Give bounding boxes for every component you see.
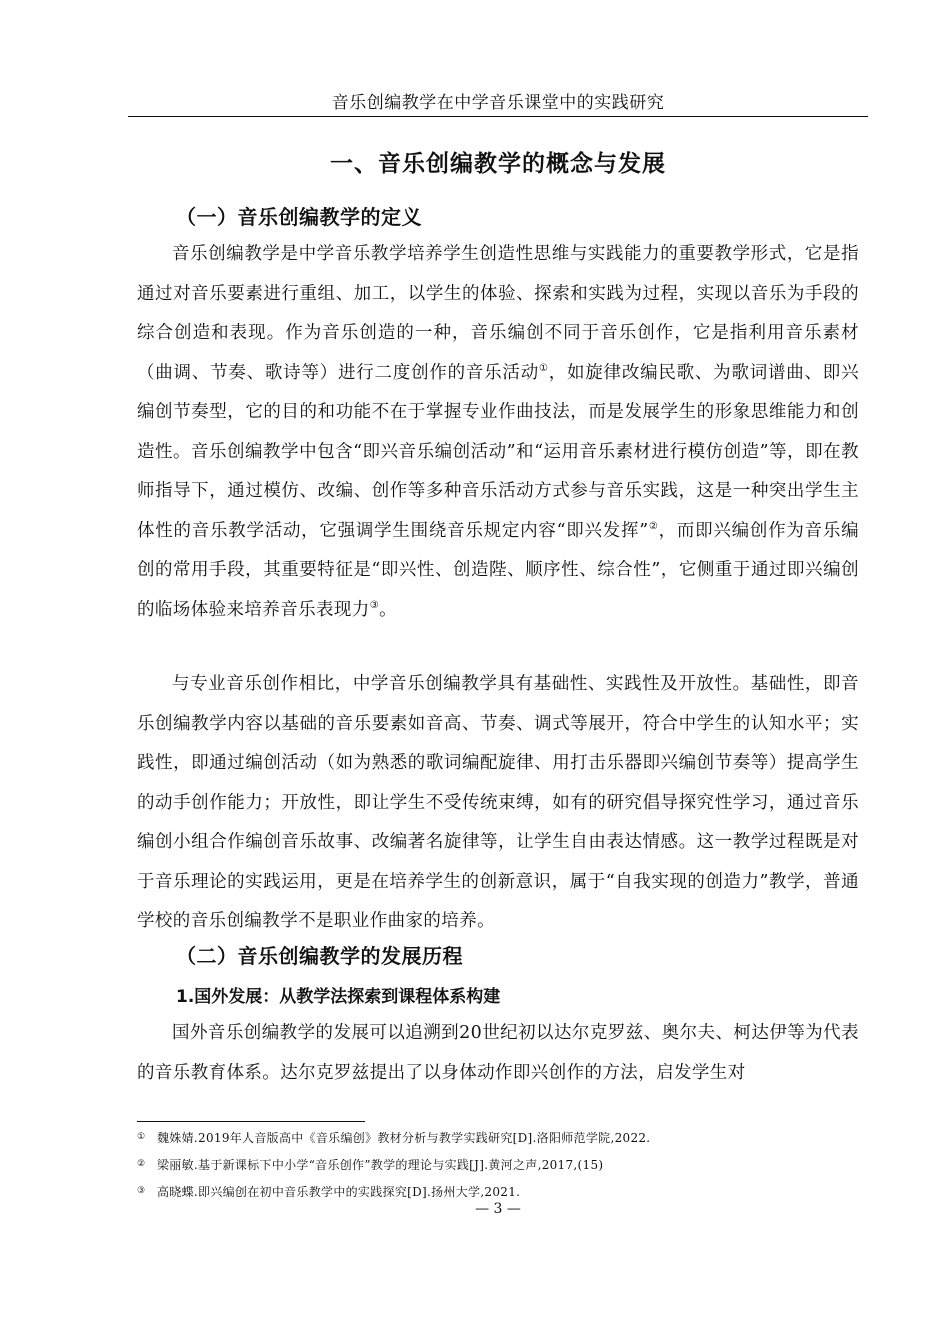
footnote-mark: ① xyxy=(137,1132,146,1142)
paragraph-foreign: 国外音乐创编教学的发展可以追溯到20世纪初以达尔克罗兹、奥尔夫、柯达伊等为代表的音乐教育体系。达尔克罗兹提出了以身体动作即兴创作的方法，启发学生对 xyxy=(137,1023,859,1083)
footnote-ref-3: ③ xyxy=(369,599,380,611)
running-header: 音乐创编教学在中学音乐课堂中的实践研究 xyxy=(331,93,665,113)
footnote-ref-2: ② xyxy=(648,520,659,532)
paragraph-text: 音乐创编教学是中学音乐教学培养学生创造性思维与实践能力的重要教学形式，它是指通过对音乐要素进行重组、加工，以学生的体验、探索和实践为过程，实现以音乐为手段的综合创造和表现。作为音乐创造的一种，音乐编创不同于音乐创作，它是指利用音乐素材（曲调、节奏、歌诗等）进行二度创作的音乐活动 xyxy=(137,244,859,383)
footnote-mark: ② xyxy=(137,1159,146,1169)
footnote-text: 高晓蝶.即兴编创在初中音乐教学中的实践探究[D].扬州大学,2021. xyxy=(157,1185,521,1199)
paragraph-text: 。 xyxy=(379,599,397,620)
header-rule xyxy=(128,116,868,117)
footnote-3 xyxy=(137,1182,859,1201)
paragraph-comparison: 与专业音乐创作相比，中学音乐创编教学具有基础性、实践性及开放性。基础性，即音乐创编教学内容以基础的音乐要素如音高、节奏、调式等展开，符合中学生的认知水平；实践性，即通过编创活动（如为熟悉的歌词编配旋律、用打击乐器即兴编创节奏等）提高学生的动手创作能力；开放性，即让学生不受传统束缚，如有的研究倡导探究性学习，通过音乐编创小组合作编创音乐故事、改编著名旋律等，让学生自由表达情感。这一教学过程既是对于音乐理论的实践运用，更是在培养学生的创新意识，属于“自我实现的创造力”教学，普通学校的音乐创编教学不是职业作曲家的培养。 xyxy=(137,674,859,931)
footnote-mark: ③ xyxy=(137,1186,146,1196)
footnote-text: 梁丽敏.基于新课标下中小学“音乐创作”教学的理论与实践[J].黄河之声,2017,(15) xyxy=(157,1158,604,1172)
footnote-text: 魏姝婧.2019年人音版高中《音乐编创》教材分析与教学实践研究[D].洛阳师范学院,2022. xyxy=(157,1131,651,1145)
footnote-1 xyxy=(137,1128,859,1147)
paragraph-text: ，而即兴编创作为音乐编创的常用手段，其重要特征是“即兴性、创造陛、顺序性、综合性”，它侧重于通过即兴编创的临场体验来培养音乐表现力 xyxy=(137,520,859,620)
page-number: — 3 — xyxy=(475,1201,521,1217)
chapter-title: 一、音乐创编教学的概念与发展 xyxy=(330,151,666,177)
paragraph-definition xyxy=(137,235,859,630)
section-title-history: （二）音乐创编教学的发展历程 xyxy=(176,944,463,968)
footnote-2 xyxy=(137,1155,859,1174)
paragraph-text: ，如旋律改编民歌、为歌词谱曲、即兴编创节奏型，它的目的和功能不在于掌握专业作曲技法，而是发展学生的形象思维能力和创造性。音乐创编教学中包含“即兴音乐编创活动”和“运用音乐素材进行模仿创造”等，即在教师指导下，通过模仿、改编、创作等多种音乐活动方式参与音乐实践，这是一种突出学生主体性的音乐教学活动，它强调学生围绕音乐规定内容“即兴发挥” xyxy=(137,362,859,541)
section-title-definition: （一）音乐创编教学的定义 xyxy=(176,205,422,229)
footnote-ref-1: ① xyxy=(538,362,549,374)
subsection-title-foreign: 1.国外发展：从教学法探索到课程体系构建 xyxy=(176,987,501,1007)
footnote-rule xyxy=(137,1121,365,1122)
